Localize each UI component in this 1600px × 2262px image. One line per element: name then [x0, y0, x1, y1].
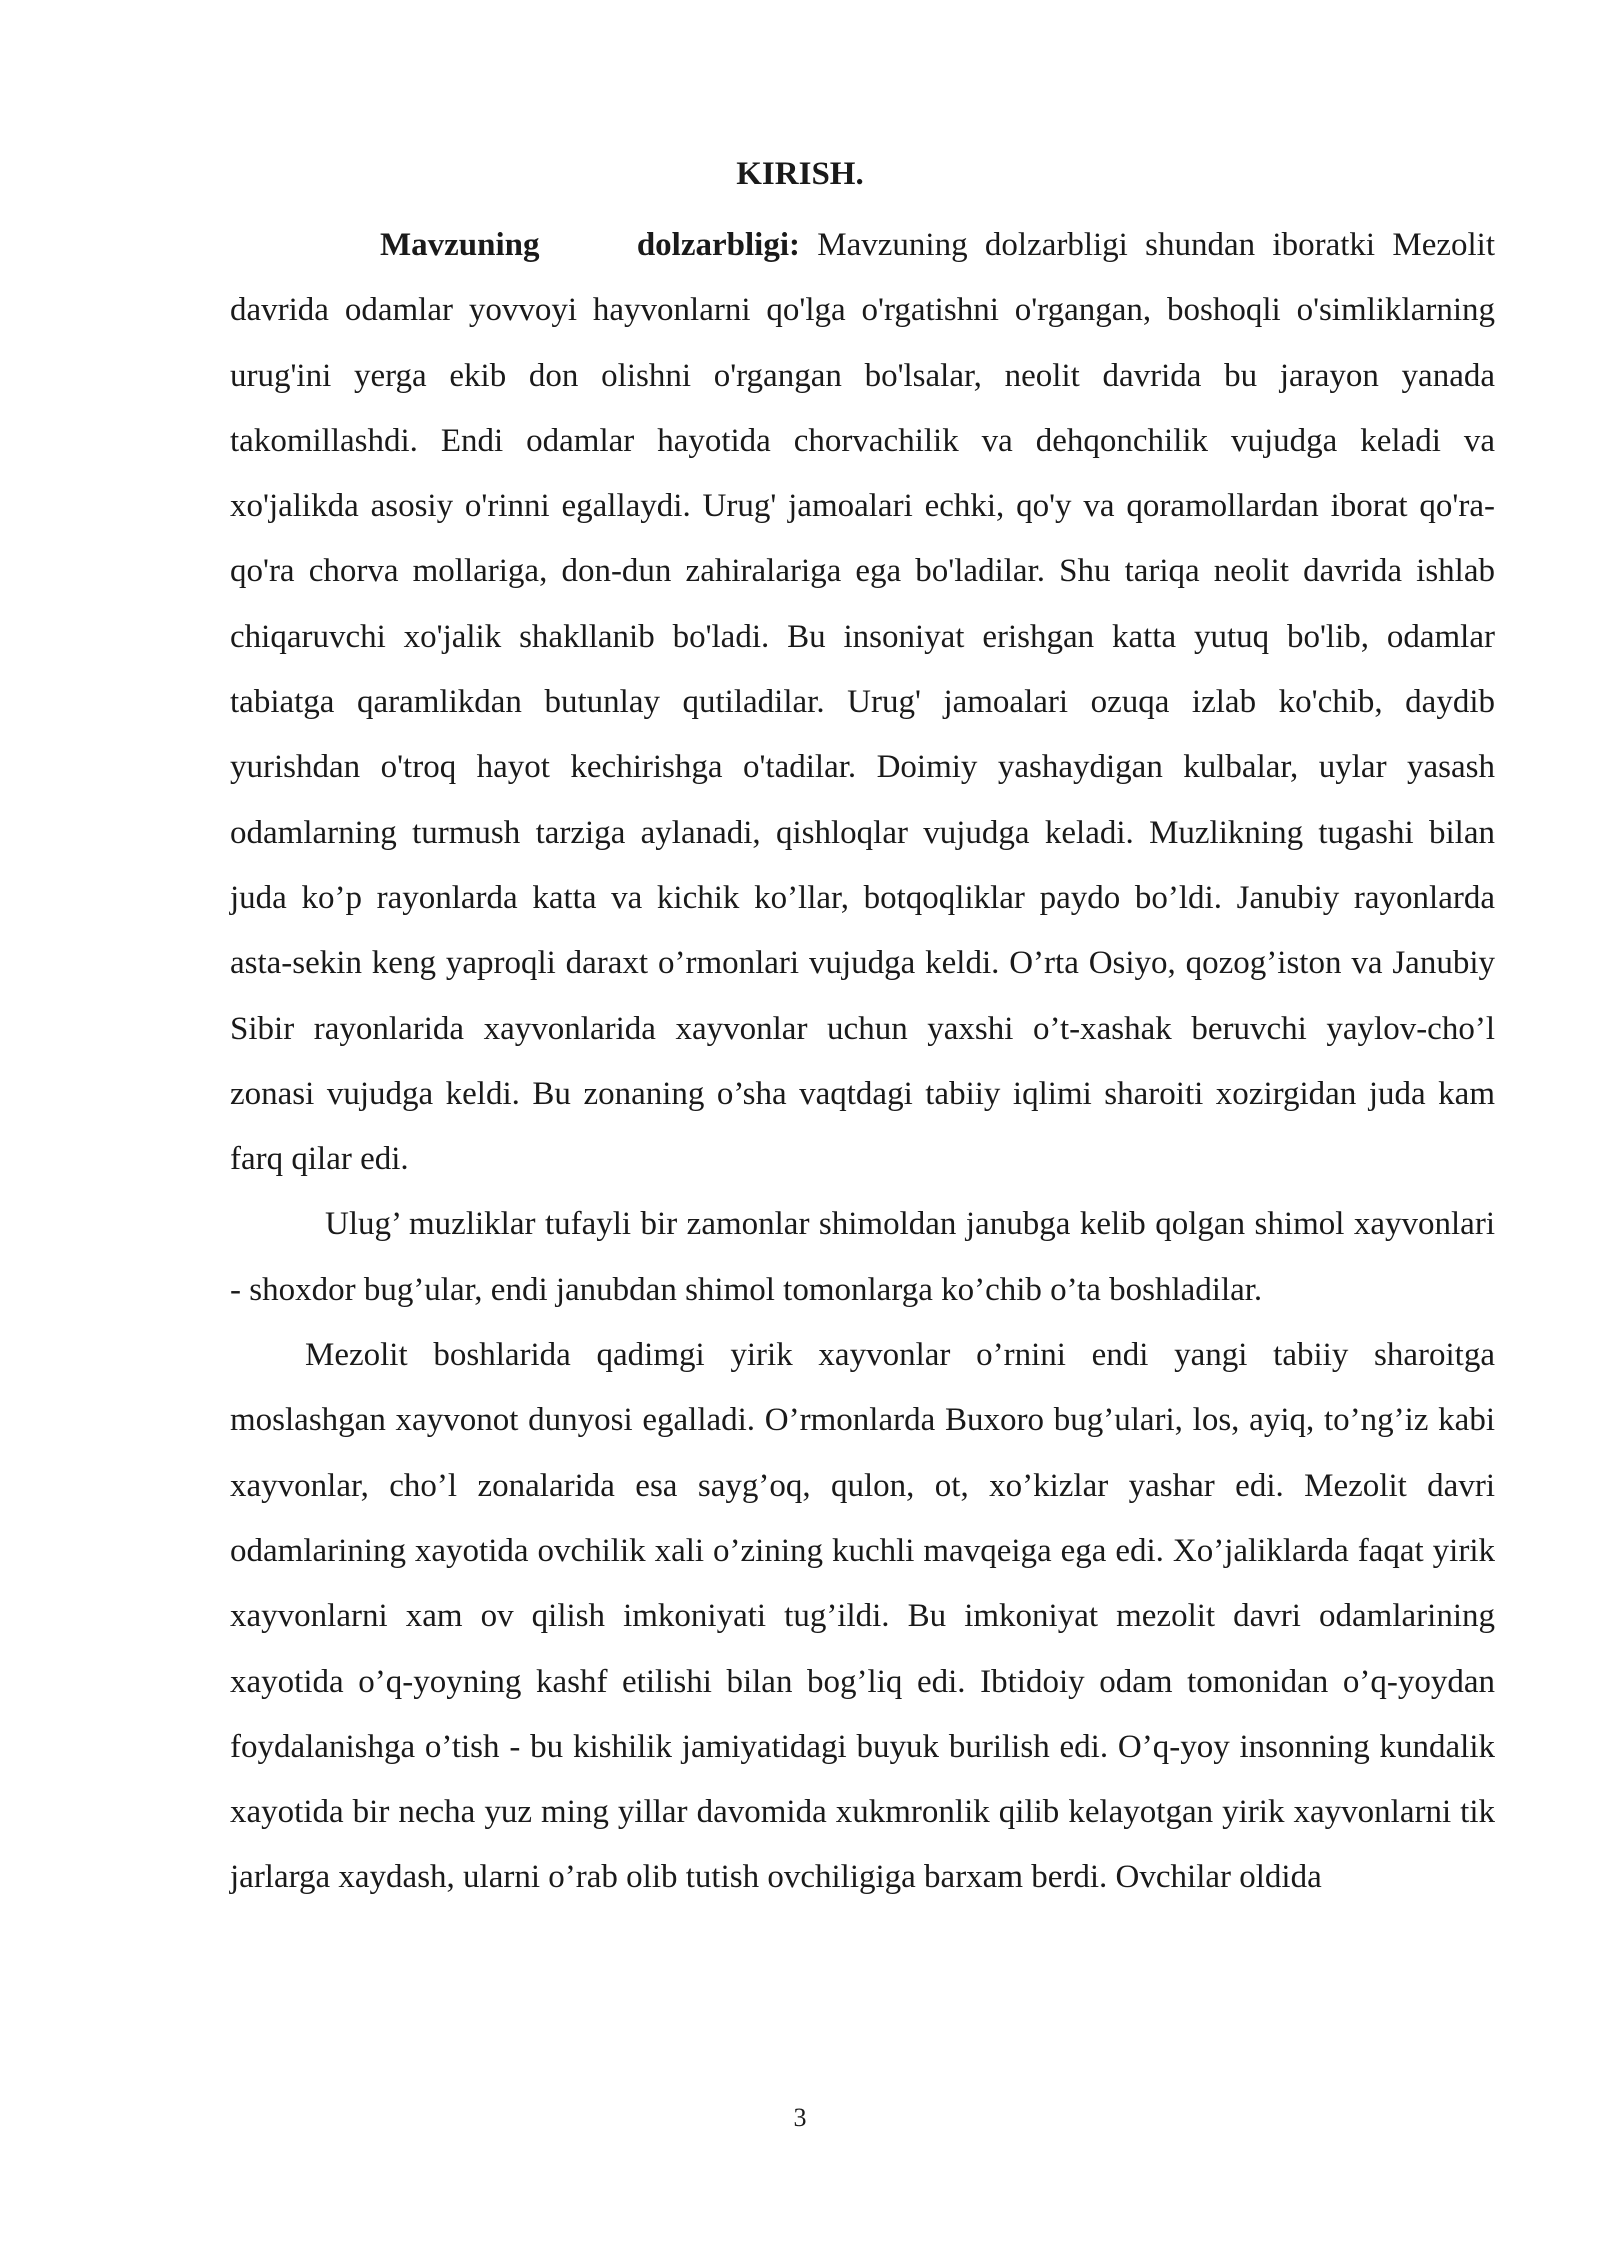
page-number: 3: [793, 2103, 807, 2132]
paragraph-1-text: Mavzuning dolzarbligi shundan iboratki Mezolit davrida odamlar yovvoyi hayvonlarni qo'lga o'rgatishni o'rgangan, boshoqli o'simliklarning urug'ini yerga ekib don olishni o'rgangan bo'lsalar, neolit davrida bu jarayon yanada takomillashdi. Endi odamlar hayotida chorvachilik va dehqonchilik vujudga keladi va xo'jalikda asosiy o'rinni egallaydi. Urug' jamoalari echki, qo'y va qoramollardan iborat qo'ra-qo'ra chorva mollariga, don-dun zahiralariga ega bo'ladilar. Shu tariqa neolit davrida ishlab chiqaruvchi xo'jalik shakllanib bo'ladi. Bu insoniyat erishgan katta yutuq bo'lib, odamlar tabiatga qaramlikdan butunlay qutiladilar. Urug' jamoalari ozuqa izlab ko'chib, daydib yurishdan o'troq hayot kechirishga o'tadilar. Doimiy yashaydigan kulbalar, uylar yasash odamlarning turmush tarziga aylanadi, qishloqlar vujudga keladi. Muzlikning tugashi bilan juda ko’p rayonlarda katta va kichik ko’llar, botqoqliklar paydo bo’ldi. Janubiy rayonlarda asta-sekin keng yaproqli daraxt o’rmonlari vujudga keldi. O’rta Osiyo, qozog’iston va Janubiy Sibir rayonlarida xayvonlarida xayvonlar uchun yaxshi o’t-xashak beruvchi yaylov-cho’l zonasi vujudga keldi. Bu zonaning o’sha vaqtdagi tabiiy iqlimi sharoiti xozirgidan juda kam farq qilar edi.: [230, 227, 1495, 1178]
paragraph-lead: Mavzuning dolzarbligi:: [380, 227, 800, 263]
paragraph-2: Ulug’ muzliklar tufayli bir zamonlar shimoldan janubga kelib qolgan shimol xayvonlari - shoxdor bug’ular, endi janubdan shimol tomonlarga ko’chib o’ta boshladilar.: [230, 1206, 1495, 1308]
paragraph-1: [230, 213, 1495, 1192]
paragraph-3: Mezolit boshlarida qadimgi yirik xayvonlar o’rnini endi yangi tabiiy sharoitga moslashgan xayvonot dunyosi egalladi. O’rmonlarda Buxoro bug’ulari, los, ayiq, to’ng’iz kabi xayvonlar, cho’l zonalarida esa sayg’oq, qulon, ot, xo’kizlar yashar edi. Mezolit davri odamlarining xayotida ovchilik xali o’zining kuchli mavqeiga ega edi. Xo’jaliklarda faqat yirik xayvonlarni xam ov qilish imkoniyati tug’ildi. Bu imkoniyat mezolit davri odamlarining xayotida o’q-yoyning kashf etilishi bilan bog’liq edi. Ibtidoiy odam tomonidan o’q-yoydan foydalanishga o’tish - bu kishilik jamiyatidagi buyuk burilish edi. O’q-yoy insonning kundalik xayotida bir necha yuz ming yillar davomida xukmronlik qilib kelayotgan yirik xayvonlarni tik jarlarga xaydash, ularni o’rab olib tutish ovchiligiga barxam berdi. Ovchilar oldida: [230, 1337, 1495, 1896]
body-text: [230, 213, 1495, 1911]
page-title: KIRISH.: [736, 156, 864, 192]
